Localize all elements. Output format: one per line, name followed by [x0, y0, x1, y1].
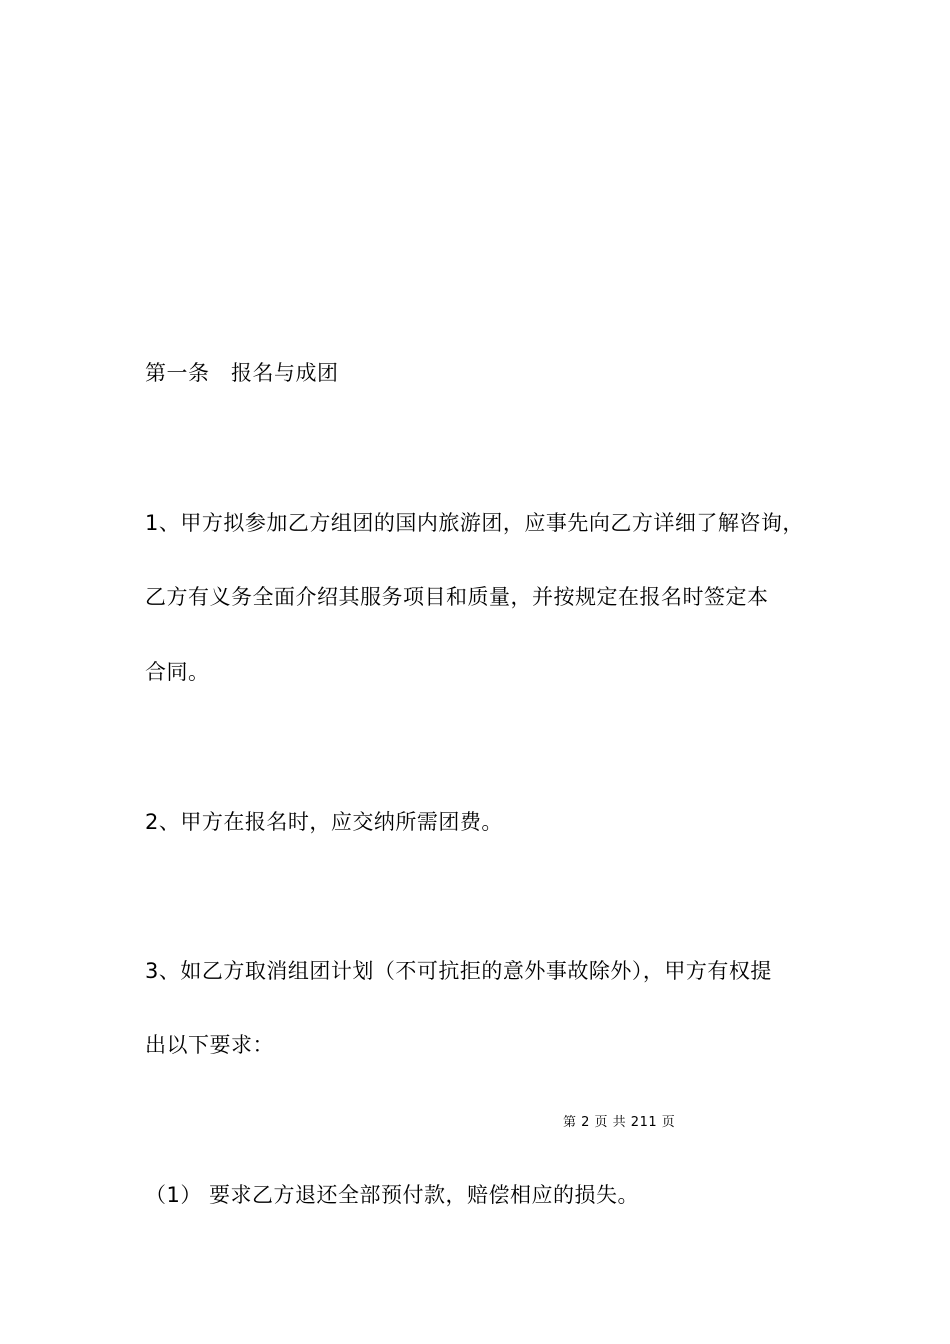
section-heading: 第一条 报名与成团	[145, 361, 339, 385]
paragraph-3-line-2: 出以下要求：	[145, 1033, 274, 1057]
list-item-1: （1） 要求乙方退还全部预付款，赔偿相应的损失。	[145, 1183, 640, 1207]
page-number-footer: 第 2 页 共 211 页	[563, 1115, 676, 1130]
paragraph-3-line-1: 3、如乙方取消组团计划（不可抗拒的意外事故除外），甲方有权提	[145, 959, 772, 983]
paragraph-1-line-2: 乙方有义务全面介绍其服务项目和质量，并按规定在报名时签定本	[145, 585, 769, 609]
paragraph-1-line-1: 1、甲方拟参加乙方组团的国内旅游团，应事先向乙方详细了解咨询，	[145, 511, 804, 535]
paragraph-1-line-3: 合同。	[145, 660, 210, 684]
paragraph-2-line-1: 2、甲方在报名时，应交纳所需团费。	[145, 810, 503, 834]
